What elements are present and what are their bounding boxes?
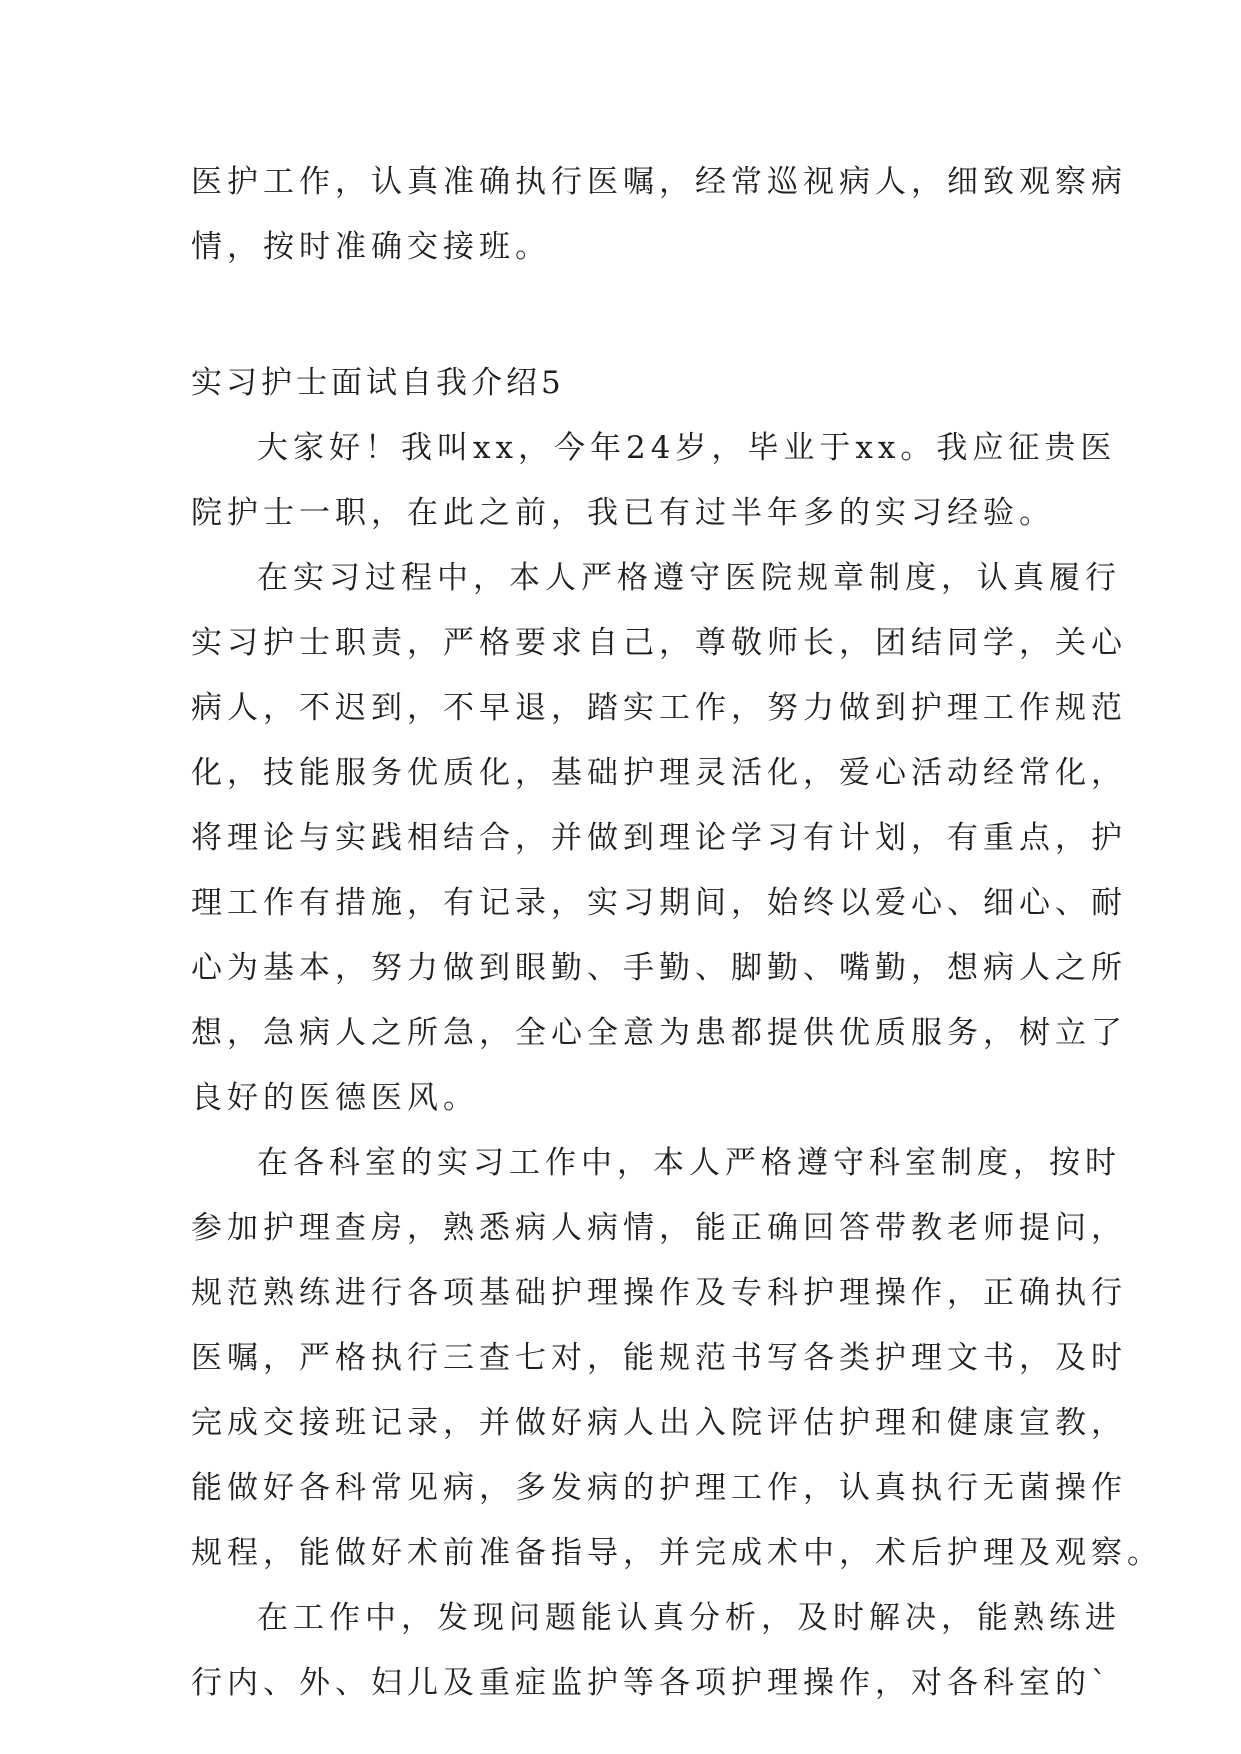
text-line: 行内、外、妇儿及重症监护等各项护理操作，对各科室的` <box>191 1665 1112 1701</box>
text-line: 想，急病人之所急，全心全意为患都提供优质服务，树立了 <box>191 1015 1127 1051</box>
text-line: 能做好各科常见病，多发病的护理工作，认真执行无菌操作 <box>191 1470 1127 1506</box>
text-line: 在实习过程中，本人严格遵守医院规章制度，认真履行 <box>257 560 1121 596</box>
text-line: 将理论与实践相结合，并做到理论学习有计划，有重点，护 <box>191 820 1127 856</box>
text-line: 在各科室的实习工作中，本人严格遵守科室制度，按时 <box>257 1145 1121 1181</box>
section-title: 实习护士面试自我介绍5 <box>191 365 565 401</box>
section-spacer <box>191 280 1061 351</box>
text-line: 良好的医德医风。 <box>191 1080 479 1116</box>
text-line: 医护工作，认真准确执行医嘱，经常巡视病人，细致观察病 <box>191 164 1127 200</box>
text-line: 参加护理查房，熟悉病人病情，能正确回答带教老师提问， <box>191 1210 1127 1246</box>
text-line: 医嘱，严格执行三查七对，能规范书写各类护理文书，及时 <box>191 1340 1127 1376</box>
text-line: 院护士一职，在此之前，我已有过半年多的实习经验。 <box>191 495 1055 531</box>
text-line: 病人，不迟到，不早退，踏实工作，努力做到护理工作规范 <box>191 690 1127 726</box>
text-line: 规程，能做好术前准备指导，并完成术中，术后护理及观察。 <box>191 1535 1163 1571</box>
paragraph-department-work <box>191 1131 1163 1586</box>
text-line: 实习护士职责，严格要求自己，尊敬师长，团结同学，关心 <box>191 625 1127 661</box>
text-line: 理工作有措施，有记录，实习期间，始终以爱心、细心、耐 <box>191 885 1127 921</box>
text-line: 完成交接班记录，并做好病人出入院评估护理和健康宣教， <box>191 1405 1127 1441</box>
text-line: 情，按时准确交接班。 <box>191 229 551 265</box>
text-line: 心为基本，努力做到眼勤、手勤、脚勤、嘴勤，想病人之所 <box>191 950 1127 986</box>
text-line: 在工作中，发现问题能认真分析，及时解决，能熟练进 <box>257 1600 1121 1636</box>
carryover-paragraph <box>191 150 1127 280</box>
text-line: 规范熟练进行各项基础护理操作及专科护理操作，正确执行 <box>191 1275 1127 1311</box>
document-page <box>191 150 1163 1716</box>
paragraph-internship-process <box>191 546 1127 1131</box>
paragraph-work-skills <box>191 1586 1121 1716</box>
text-line: 化，技能服务优质化，基础护理灵活化，爱心活动经常化， <box>191 755 1127 791</box>
text-line: 大家好！我叫xx，今年24岁，毕业于xx。我应征贵医 <box>257 430 1117 466</box>
paragraph-intro <box>191 416 1117 546</box>
